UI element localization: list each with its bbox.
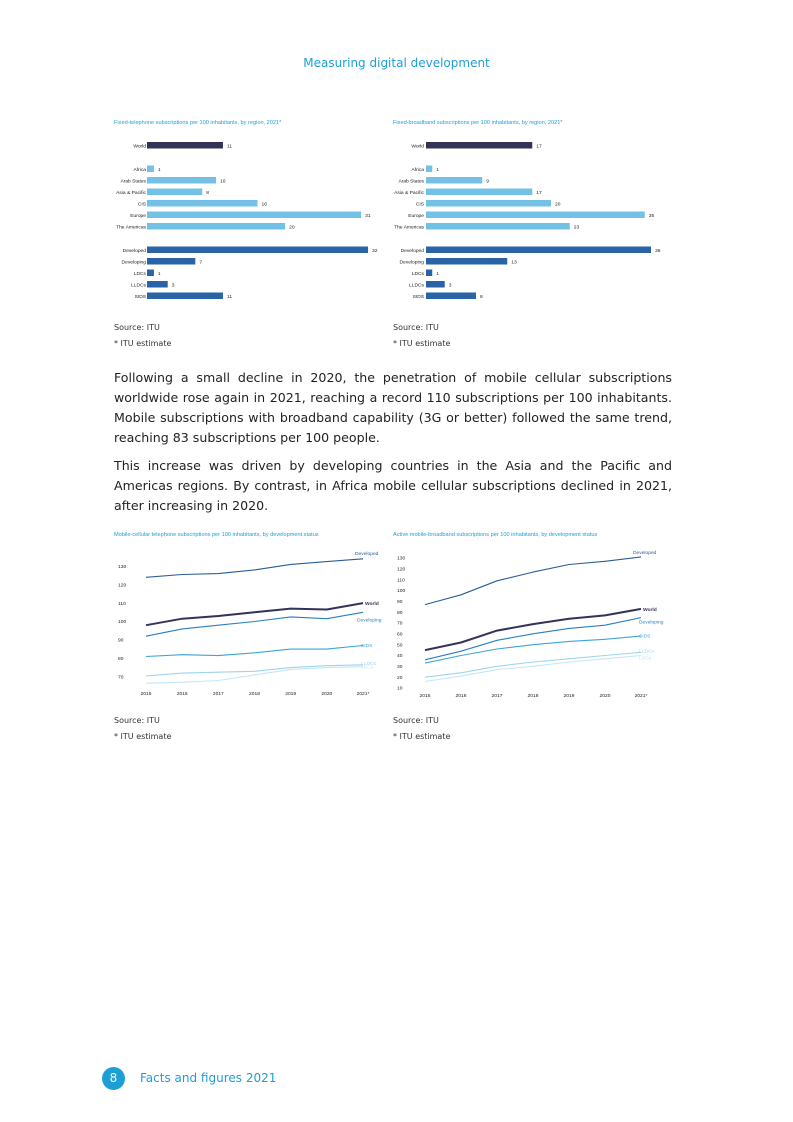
y-tick-label: 70 — [397, 621, 403, 627]
series-line-ldcs — [425, 656, 641, 682]
running-header: Measuring digital development — [303, 56, 490, 70]
fixed-broadband-bars — [393, 120, 673, 305]
x-tick-label: 2021* — [356, 692, 370, 697]
series-label: World — [365, 602, 379, 608]
bar — [147, 166, 154, 173]
value-label: 13 — [511, 260, 517, 266]
category-label: Developed — [400, 249, 424, 254]
value-label: 23 — [573, 225, 580, 231]
category-label: The Americas — [394, 225, 424, 231]
series-label: World — [643, 607, 657, 613]
category-label: LDCs — [411, 272, 424, 277]
category-label: Developing — [121, 260, 146, 266]
series-label: Developing — [357, 618, 382, 624]
category-label: Europe — [130, 214, 146, 219]
x-tick-label: 2021* — [634, 694, 648, 699]
paragraph: This increase was driven by developing countries in the Asia and the Pacific and Americas regions. By contrast, in Africa mobile cellular subscriptions declined in 2021, after increasing in 2020. — [114, 458, 672, 513]
paragraph: Following a small decline in 2020, the penetration of mobile cellular subscriptions worldwide rose again in 2021, reaching a record 110 subscriptions per 100 inhabitants. Mobile subscriptions with broadband capability (3G or better) followed the same trend, reaching 83 subscriptions per 100 people. — [114, 370, 672, 445]
series-line-ldcs — [146, 667, 363, 684]
value-label: 11 — [226, 144, 233, 150]
value-label: 11 — [226, 295, 233, 300]
value-label: 1 — [157, 168, 161, 173]
x-tick-label: 2019 — [563, 694, 575, 699]
category-label: SIDS — [412, 295, 424, 300]
chart-title: Fixed-broadband subscriptions per 100 inhabitants, by region, 2021* — [393, 120, 563, 126]
chart-title: Fixed-telephone subscriptions per 100 inhabitants, by region, 2021* — [114, 120, 282, 126]
estimate-note: * ITU estimate — [393, 339, 451, 348]
bar — [147, 293, 223, 300]
value-label: 3 — [171, 283, 175, 289]
y-tick-label: 120 — [397, 567, 406, 573]
category-label: Europe — [408, 214, 424, 219]
y-tick-label: 100 — [118, 620, 127, 626]
bar — [147, 177, 216, 184]
mobile-cellular-chart — [114, 532, 382, 702]
x-tick-label: 2016 — [455, 694, 467, 699]
estimate-note: * ITU estimate — [393, 732, 451, 741]
series-line-sids — [425, 636, 641, 663]
value-label: 1 — [157, 272, 161, 277]
footer-title: Facts and figures 2021 — [140, 1071, 277, 1085]
category-label: Asia & Pacific — [116, 191, 146, 196]
series-label: LDCs — [639, 656, 652, 662]
series-line-world — [425, 609, 641, 650]
chart-title: Mobile-cellular telephone subscriptions per 100 inhabitants, by development status — [114, 532, 319, 538]
series-line-developing — [146, 612, 363, 636]
x-tick-label: 2020 — [599, 694, 611, 699]
y-tick-label: 80 — [397, 610, 403, 616]
category-label: Developing — [399, 260, 424, 266]
y-tick-label: 40 — [397, 654, 403, 660]
category-label: Asia & Pacific — [394, 191, 424, 196]
source-label: Source: ITU — [393, 323, 439, 332]
fixed-telephone-chart — [114, 120, 384, 305]
series-label: LDCs — [361, 665, 374, 671]
y-tick-label: 130 — [397, 556, 406, 562]
series-line-developed — [146, 559, 363, 578]
series-label: LLDCs — [361, 661, 376, 667]
x-tick-label: 2019 — [285, 692, 297, 697]
source-label: Source: ITU — [114, 716, 160, 725]
value-label: 20 — [555, 202, 561, 208]
bar — [147, 281, 168, 288]
y-tick-label: 110 — [397, 578, 405, 584]
fixed-broadband-chart — [393, 120, 673, 305]
category-label: Developed — [122, 249, 146, 254]
x-tick-label: 2017 — [212, 692, 224, 697]
value-label: 31 — [365, 214, 371, 219]
bar — [147, 142, 223, 149]
value-label: 17 — [536, 144, 542, 150]
estimate-note: * ITU estimate — [114, 732, 172, 741]
fixed-telephone-bars — [114, 120, 384, 305]
x-tick-label: 2016 — [176, 692, 188, 697]
y-tick-label: 80 — [118, 657, 124, 663]
y-tick-label: 50 — [397, 643, 403, 649]
category-label: The Americas — [116, 225, 146, 231]
bar — [426, 293, 476, 300]
y-tick-label: 100 — [397, 589, 406, 595]
category-label: Arab States — [398, 179, 424, 185]
series-label: LLDCs — [639, 649, 654, 655]
bar — [426, 223, 570, 230]
x-tick-label: 2017 — [491, 694, 503, 699]
mobile-cellular-lines — [114, 532, 382, 702]
category-label: SIDS — [134, 295, 146, 300]
x-tick-label: 2015 — [419, 694, 431, 699]
mobile-broadband-lines — [393, 532, 665, 702]
value-label: 8 — [206, 191, 209, 196]
x-tick-label: 2018 — [527, 694, 539, 699]
bar — [426, 166, 432, 173]
y-tick-label: 30 — [397, 665, 403, 671]
category-label: Africa — [133, 168, 146, 173]
value-label: 35 — [648, 214, 655, 219]
category-label: Arab States — [120, 179, 146, 185]
category-label: World — [411, 144, 424, 150]
page-number-badge: 8 — [102, 1067, 125, 1090]
value-label: 1 — [436, 272, 439, 277]
value-label: 16 — [261, 202, 267, 208]
bar — [426, 200, 551, 207]
category-label: LDCs — [133, 272, 146, 277]
bar — [426, 177, 482, 184]
series-line-lldcs — [146, 665, 363, 676]
y-tick-label: 130 — [118, 564, 127, 570]
category-label: LLDCs — [131, 283, 146, 289]
category-label: LLDCs — [409, 283, 424, 289]
bar — [426, 189, 532, 196]
source-label: Source: ITU — [114, 323, 160, 332]
bar — [426, 142, 532, 149]
bar — [426, 281, 445, 288]
category-label: CIS — [137, 202, 146, 208]
bar — [426, 258, 507, 265]
value-label: 20 — [289, 225, 295, 231]
category-label: Africa — [411, 168, 424, 173]
value-label: 9 — [486, 179, 489, 185]
value-label: 7 — [199, 260, 203, 266]
x-tick-label: 2020 — [321, 692, 333, 697]
bar — [147, 212, 361, 219]
series-label: Developing — [639, 620, 664, 626]
series-line-developed — [425, 557, 641, 605]
y-tick-label: 70 — [118, 675, 124, 681]
category-label: CIS — [415, 202, 424, 208]
value-label: 32 — [372, 249, 378, 254]
source-label: Source: ITU — [393, 716, 439, 725]
value-label: 36 — [655, 249, 661, 254]
bar — [426, 212, 645, 219]
bar — [147, 270, 154, 277]
value-label: 3 — [448, 283, 452, 289]
series-label: Developed — [355, 551, 379, 557]
y-tick-label: 120 — [118, 583, 127, 589]
estimate-note: * ITU estimate — [114, 339, 172, 348]
bar — [426, 270, 432, 277]
series-label: Developed — [633, 550, 657, 556]
y-tick-label: 90 — [397, 600, 403, 606]
y-tick-label: 20 — [397, 675, 403, 681]
chart-title: Active mobile-broadband subscriptions per 100 inhabitants, by development status — [393, 532, 598, 538]
value-label: 8 — [480, 295, 483, 300]
x-tick-label: 2018 — [249, 692, 260, 697]
y-tick-label: 10 — [397, 686, 403, 692]
bar — [147, 189, 202, 196]
category-label: World — [133, 144, 146, 150]
y-tick-label: 90 — [118, 638, 124, 644]
bar — [147, 200, 258, 207]
series-line-sids — [146, 646, 363, 657]
bar — [426, 247, 651, 254]
bar — [147, 258, 195, 265]
x-tick-label: 2015 — [140, 692, 152, 697]
value-label: 10 — [220, 179, 226, 185]
mobile-broadband-chart — [393, 532, 665, 702]
bar — [147, 223, 285, 230]
series-label: SIDS — [361, 643, 373, 649]
bar — [147, 247, 368, 254]
series-label: SIDS — [639, 634, 651, 640]
y-tick-label: 110 — [118, 601, 126, 607]
value-label: 1 — [436, 168, 439, 173]
y-tick-label: 60 — [397, 632, 403, 638]
value-label: 17 — [536, 191, 542, 196]
